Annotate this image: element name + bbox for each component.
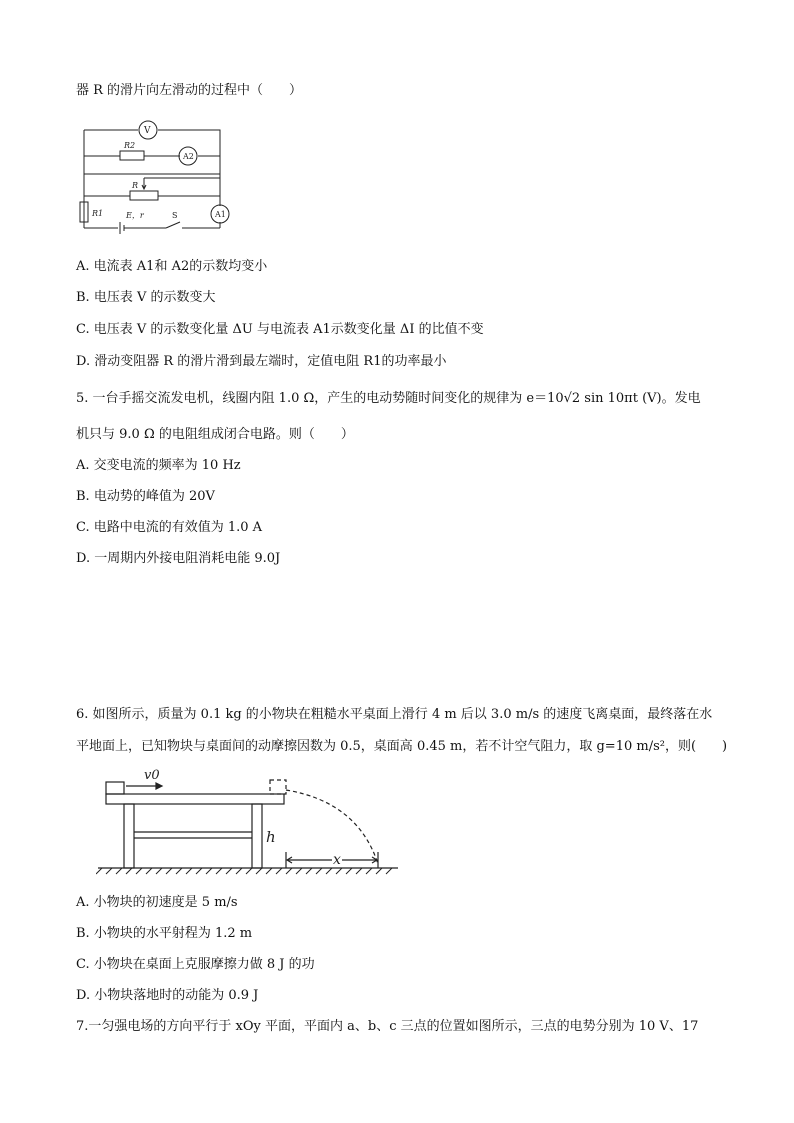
q5-option-d: D. 一周期内外接电阻消耗电能 9.0J xyxy=(76,551,281,566)
voltmeter-label: V xyxy=(144,126,151,136)
r2-label: R2 xyxy=(124,141,136,150)
r1-label: R1 xyxy=(92,209,104,218)
ammeter-a2-label: A2 xyxy=(183,152,194,161)
h-label: h xyxy=(266,828,276,846)
q6-option-d: D. 小物块落地时的动能为 0.9 J xyxy=(76,988,259,1003)
q5-stem-line1: 5. 一台手摇交流发电机，线圈内阻 1.0 Ω，产生的电动势随时间变化的规律为 e＝10√2 sin 10πt (V)。发电 xyxy=(76,391,701,406)
rheostat-label: R xyxy=(132,181,139,190)
switch-label: S xyxy=(172,211,178,220)
q6-option-c: C. 小物块在桌面上克服摩擦力做 8 J 的功 xyxy=(76,957,315,972)
q5-option-c: C. 电路中电流的有效值为 1.0 A xyxy=(76,520,263,535)
q7-stem-line1: 7.一匀强电场的方向平行于 xOy 平面，平面内 a、b、c 三点的位置如图所示，三点的电势分别为 10 V、17 xyxy=(76,1019,699,1034)
table-projectile-figure xyxy=(96,766,406,878)
q5-stem-line2: 机只与 9.0 Ω 的电阻组成闭合电路。则（ ） xyxy=(76,427,354,442)
q4-option-c: C. 电压表 V 的示数变化量 ΔU 与电流表 A1示数变化量 ΔI 的比值不变 xyxy=(76,322,484,337)
q6-stem-line1: 6. 如图所示，质量为 0.1 kg 的小物块在粗糙水平桌面上滑行 4 m 后以 3.0 m/s 的速度飞离桌面，最终落在水 xyxy=(76,707,713,722)
q6-stem-line2: 平地面上，已知物块与桌面间的动摩擦因数为 0.5，桌面高 0.45 m，若不计空气阻力，取 g=10 m/s²，则( ) xyxy=(76,739,728,754)
emf-label: E，r xyxy=(126,211,144,220)
ammeter-a1-label: A1 xyxy=(215,210,226,219)
q4-option-d: D. 滑动变阻器 R 的滑片滑到最左端时，定值电阻 R1的功率最小 xyxy=(76,354,447,369)
q4-stem-tail: 器 R 的滑片向左滑动的过程中（ ） xyxy=(76,83,303,98)
v0-label: v0 xyxy=(144,768,160,783)
q5-option-a: A. 交变电流的频率为 10 Hz xyxy=(76,458,241,473)
q6-option-a: A. 小物块的初速度是 5 m/s xyxy=(76,895,238,910)
q6-option-b: B. 小物块的水平射程为 1.2 m xyxy=(76,926,253,941)
q4-option-b: B. 电压表 V 的示数变大 xyxy=(76,290,216,305)
circuit-diagram xyxy=(76,118,236,240)
q4-option-a: A. 电流表 A1和 A2的示数均变小 xyxy=(76,259,268,274)
q5-option-b: B. 电动势的峰值为 20V xyxy=(76,489,215,504)
x-label: x xyxy=(333,852,341,868)
